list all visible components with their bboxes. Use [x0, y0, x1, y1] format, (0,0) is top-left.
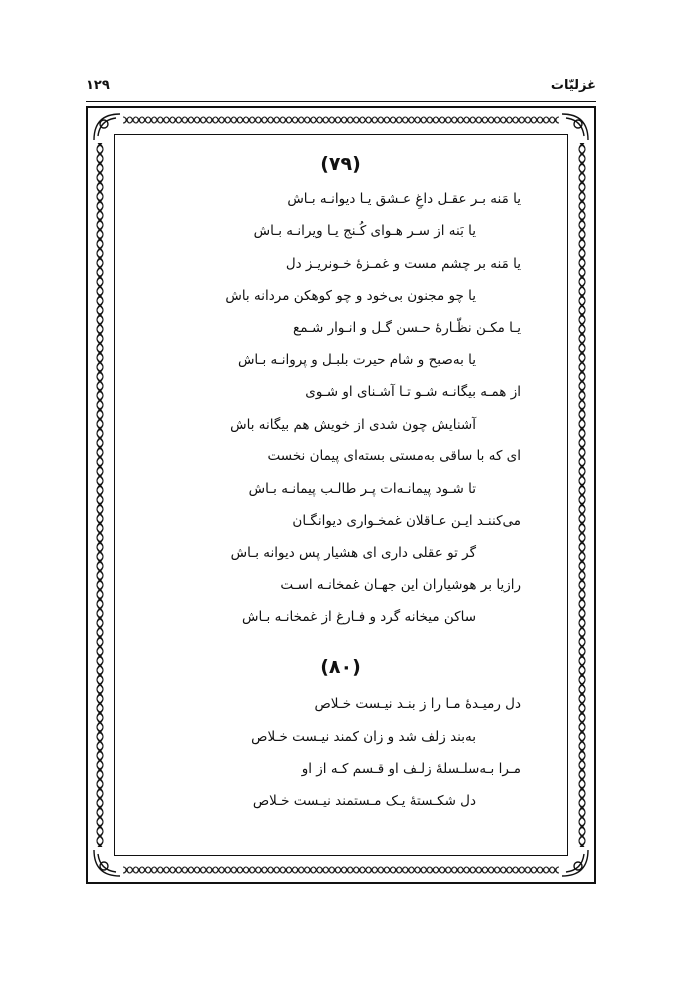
poem-number: (۸۰) — [320, 656, 361, 678]
poem-number: (۷۹) — [320, 153, 361, 175]
page-number: ۱۲۹ — [86, 78, 110, 93]
verse-line: به‌بند زلف شد و زان کمند نیـست خـلاص — [251, 729, 476, 745]
verse-line: آشنایش چون شدی از خویش هم بیگانه باش — [230, 417, 476, 433]
header-rule — [86, 101, 596, 102]
verse-line: یا مَنه بر چشم مست و غمـزۀ خـونریـز دل — [285, 256, 521, 272]
verse-line: دل رمیـدۀ مـا را ز بنـد نیـست خـلاص — [314, 696, 521, 712]
running-title: غزلیّات — [550, 78, 596, 93]
page-header — [86, 78, 596, 98]
verse-line: یا بَنه از سـر هـوای کُـنج یـا ویرانـه بـاش — [253, 223, 476, 239]
ornament-border-right — [574, 116, 590, 874]
ornament-border-bottom — [96, 862, 586, 878]
verse-line: می‌کننـد ایـن عـاقلان غمخـواری دیوانگـان — [292, 513, 521, 529]
verse-line: یـا مکـن نظّـارۀ حـسن گـل و انـوار شـمع — [293, 320, 521, 336]
verse-line: تا شـود پیمانـه‌ات پـر طالـب پیمانـه بـاش — [248, 481, 476, 497]
verse-line: ساکن میخانه گرد و فـارغ از غمخانـه بـاش — [241, 609, 476, 625]
verse-line: یا چو مجنون بی‌خود و چو کوهکن مردانه باش — [225, 288, 476, 304]
verse-line: دل شکـستۀ یـک مـستمند نیـست خـلاص — [252, 793, 476, 809]
verse-line: یا مَنه بـر عقـل داغِ عـشق یـا دیوانـه بـاش — [287, 191, 521, 207]
ornament-border-left — [92, 116, 108, 874]
verse-line: رازیا بر هوشیاران این جهـان غمخانـه اسـت — [280, 577, 521, 593]
verse-line: مـرا بـه‌سلـسلۀ زلـف او قـسم کـه از او — [301, 761, 521, 777]
ornament-border-top — [96, 112, 586, 128]
verse-line: از همـه بیگانـه شـو تـا آشـنای او شـوی — [305, 384, 521, 400]
verse-line: گر تو عقلی داری ای هشیار پس دیوانه بـاش — [230, 545, 476, 561]
verse-line: ای که با ساقی به‌مستی بسته‌ای پیمان نخست — [267, 448, 521, 464]
verse-line: یا به‌صبح و شام حیرت بلبـل و پروانـه بـاش — [237, 352, 476, 368]
